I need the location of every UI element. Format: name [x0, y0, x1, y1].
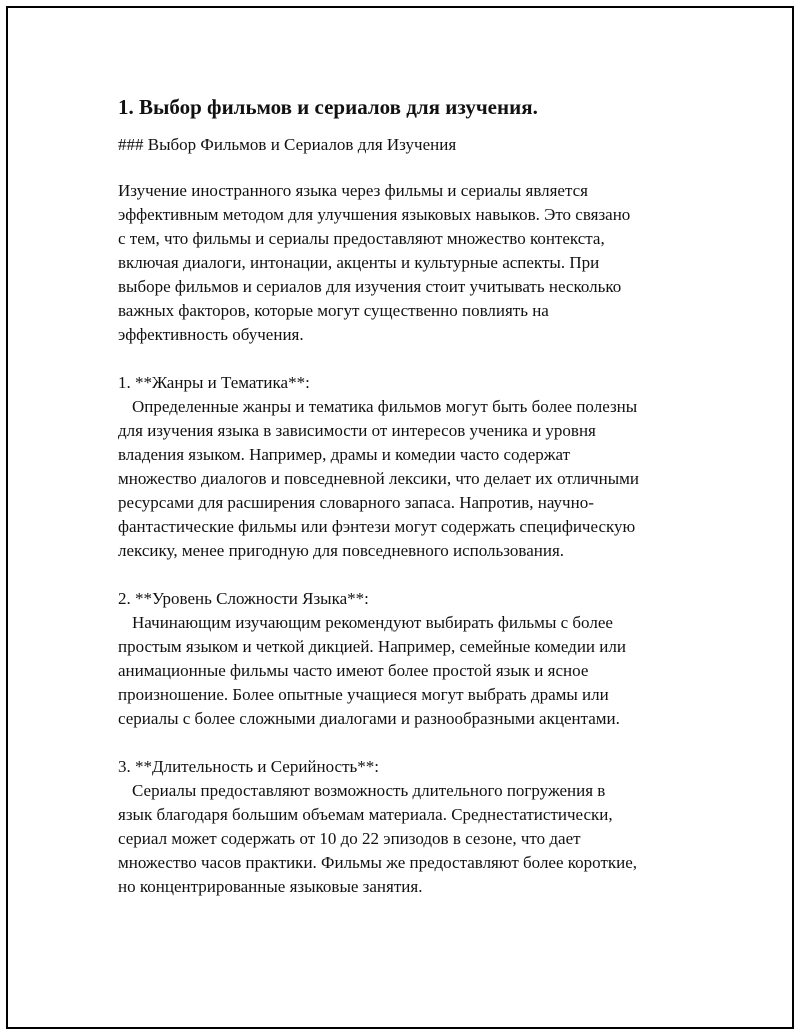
- section-line: Сериалы предоставляют возможность длительного погружения в: [132, 781, 606, 800]
- section-line: но концентрированные языковые занятия.: [118, 877, 423, 896]
- section-line: фантастические фильмы или фэнтези могут содержать специфическую: [118, 517, 636, 536]
- intro-line: Изучение иностранного языка через фильмы и сериалы является: [118, 181, 588, 200]
- document-title: 1. Выбор фильмов и сериалов для изучения.: [118, 95, 538, 119]
- intro-line: эффективным методом для улучшения языковых навыков. Это связано: [118, 205, 631, 224]
- section-line: анимационные фильмы часто имеют более простой язык и ясное: [118, 661, 589, 680]
- section-line: множество диалогов и повседневной лексики, что делает их отличными: [118, 469, 639, 488]
- section-heading: 2. **Уровень Сложности Языка**:: [118, 589, 369, 608]
- section-line: множество часов практики. Фильмы же предоставляют более короткие,: [118, 853, 638, 872]
- section-line: Определенные жанры и тематика фильмов могут быть более полезны: [132, 397, 638, 416]
- intro-line: эффективность обучения.: [118, 325, 304, 344]
- intro-line: важных факторов, которые могут существенно повлиять на: [118, 301, 549, 320]
- section-line: произношение. Более опытные учащиеся могут выбрать драмы или: [118, 685, 609, 704]
- section-difficulty: [118, 587, 698, 731]
- intro-line: с тем, что фильмы и сериалы предоставляют множество контекста,: [118, 229, 605, 248]
- section-line: простым языком и четкой дикцией. Например, семейные комедии или: [118, 637, 626, 656]
- section-heading: 3. **Длительность и Серийность**:: [118, 757, 379, 776]
- section-line: сериал может содержать от 10 до 22 эпизодов в сезоне, что дает: [118, 829, 581, 848]
- section-heading: 1. **Жанры и Тематика**:: [118, 373, 310, 392]
- section-line: лексику, менее пригодную для повседневного использования.: [118, 541, 565, 560]
- intro-paragraph: [118, 179, 698, 347]
- section-line: сериалы с более сложными диалогами и разнообразными акцентами.: [118, 709, 620, 728]
- document-content: [118, 93, 698, 923]
- section-line: для изучения языка в зависимости от интересов ученика и уровня: [118, 421, 596, 440]
- section-line: Начинающим изучающим рекомендуют выбирать фильмы с более: [132, 613, 613, 632]
- section-line: владения языком. Например, драмы и комедии часто содержат: [118, 445, 571, 464]
- section-genres: [118, 371, 698, 563]
- intro-line: включая диалоги, интонации, акценты и культурные аспекты. При: [118, 253, 600, 272]
- document-subtitle: ### Выбор Фильмов и Сериалов для Изучения: [118, 135, 457, 154]
- section-line: ресурсами для расширения словарного запаса. Напротив, научно-: [118, 493, 594, 512]
- intro-line: выборе фильмов и сериалов для изучения стоит учитывать несколько: [118, 277, 622, 296]
- section-duration: [118, 755, 698, 899]
- section-line: язык благодаря большим объемам материала. Среднестатистически,: [118, 805, 613, 824]
